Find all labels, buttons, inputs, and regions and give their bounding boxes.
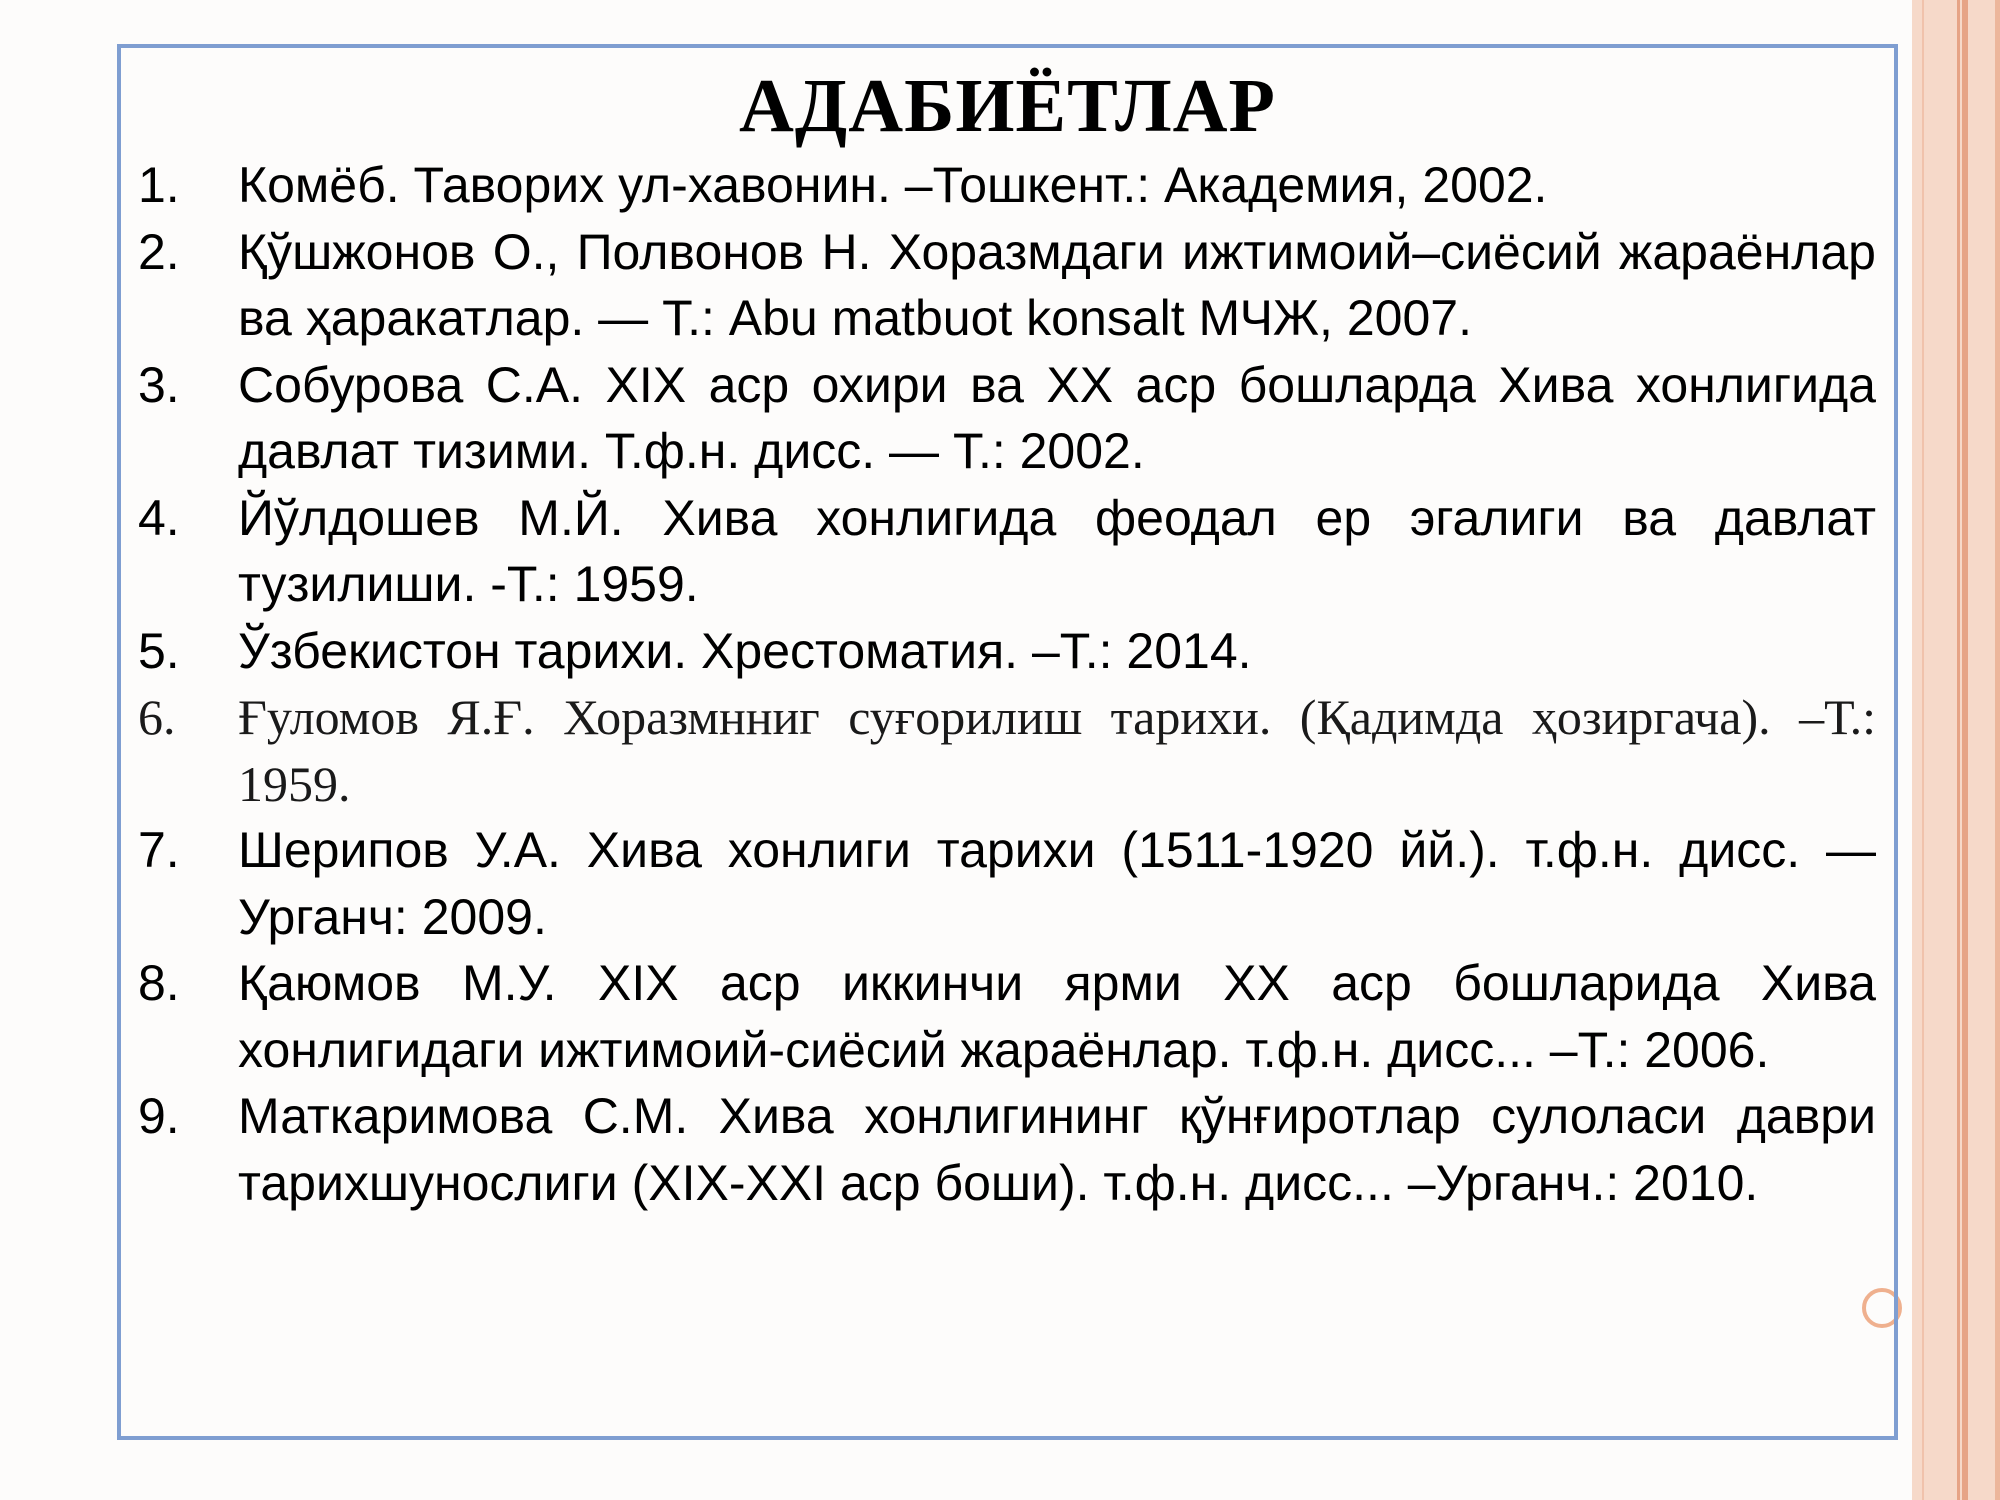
side-stripe bbox=[1962, 0, 1968, 1500]
reference-item bbox=[0, 684, 1876, 817]
reference-number: 3. bbox=[138, 356, 180, 413]
reference-text: Қаюмов М.У. XIX аср иккинчи ярми XX аср бошларида Хива хонлигидаги ижтимоий-сиёсий жараёнлар. т.ф.н. дисс... –Т.: 2006. bbox=[238, 955, 1876, 1078]
reference-number: 4. bbox=[138, 489, 180, 546]
reference-number: 2. bbox=[138, 223, 180, 280]
reference-number: 8. bbox=[138, 955, 180, 1011]
side-stripe bbox=[1922, 0, 1924, 1500]
reference-item bbox=[0, 352, 1876, 485]
reference-item bbox=[0, 817, 1876, 950]
reference-item bbox=[0, 950, 1876, 1083]
reference-number: 9. bbox=[138, 1088, 180, 1144]
reference-text: Ғуломов Я.Ғ. Хоразмнниг суғорилиш тарихи. (Қадимда ҳозиргача). –Т.: 1959. bbox=[238, 689, 1876, 812]
reference-text: Ўзбекистон тарихи. Хрестоматия. –Т.: 2014. bbox=[238, 622, 1252, 679]
reference-list bbox=[0, 152, 1876, 1216]
side-stripe-background bbox=[1912, 0, 2000, 1500]
reference-item bbox=[0, 1083, 1876, 1216]
reference-text: Собурова С.А. XIX аср охири ва XX аср бошларда Хива хонлигида давлат тизими. Т.ф.н. дисс. — Т.: 2002. bbox=[238, 356, 1876, 479]
reference-text: Шерипов У.А. Хива хонлиги тарихи (1511-1920 йй.). т.ф.н. дисс. — Урганч: 2009. bbox=[238, 822, 1876, 945]
reference-text: Қўшжонов О., Полвонов Н. Хоразмдаги ижтимоий–сиёсий жараёнлар ва ҳаракатлар. — Т.: Abu matbuot konsalt МЧЖ, 2007. bbox=[238, 223, 1876, 346]
reference-item bbox=[0, 485, 1876, 618]
reference-number: 7. bbox=[138, 822, 180, 878]
reference-text: Маткаримова С.М. Хива хонлигининг қўнғиротлар сулоласи даври тарихшунослиги (XIX-XXI аср боши). т.ф.н. дисс... –Урганч.: 2010. bbox=[238, 1088, 1876, 1211]
slide-title: АДАБИЁТЛАР bbox=[739, 64, 1276, 148]
reference-item bbox=[0, 219, 1876, 352]
side-stripe bbox=[1995, 0, 2000, 1500]
reference-number: 1. bbox=[138, 157, 180, 213]
reference-number: 6. bbox=[138, 689, 176, 745]
reference-text: Йўлдошев М.Й. Хива хонлигида феодал ер эгалиги ва давлат тузилиши. -Т.: 1959. bbox=[238, 489, 1876, 612]
reference-number: 5. bbox=[138, 622, 180, 679]
reference-text: Комёб. Таворих ул-хавонин. –Тошкент.: Академия, 2002. bbox=[238, 157, 1548, 213]
reference-item bbox=[0, 618, 1876, 685]
side-stripe bbox=[1957, 0, 1960, 1500]
reference-item bbox=[0, 152, 1876, 219]
